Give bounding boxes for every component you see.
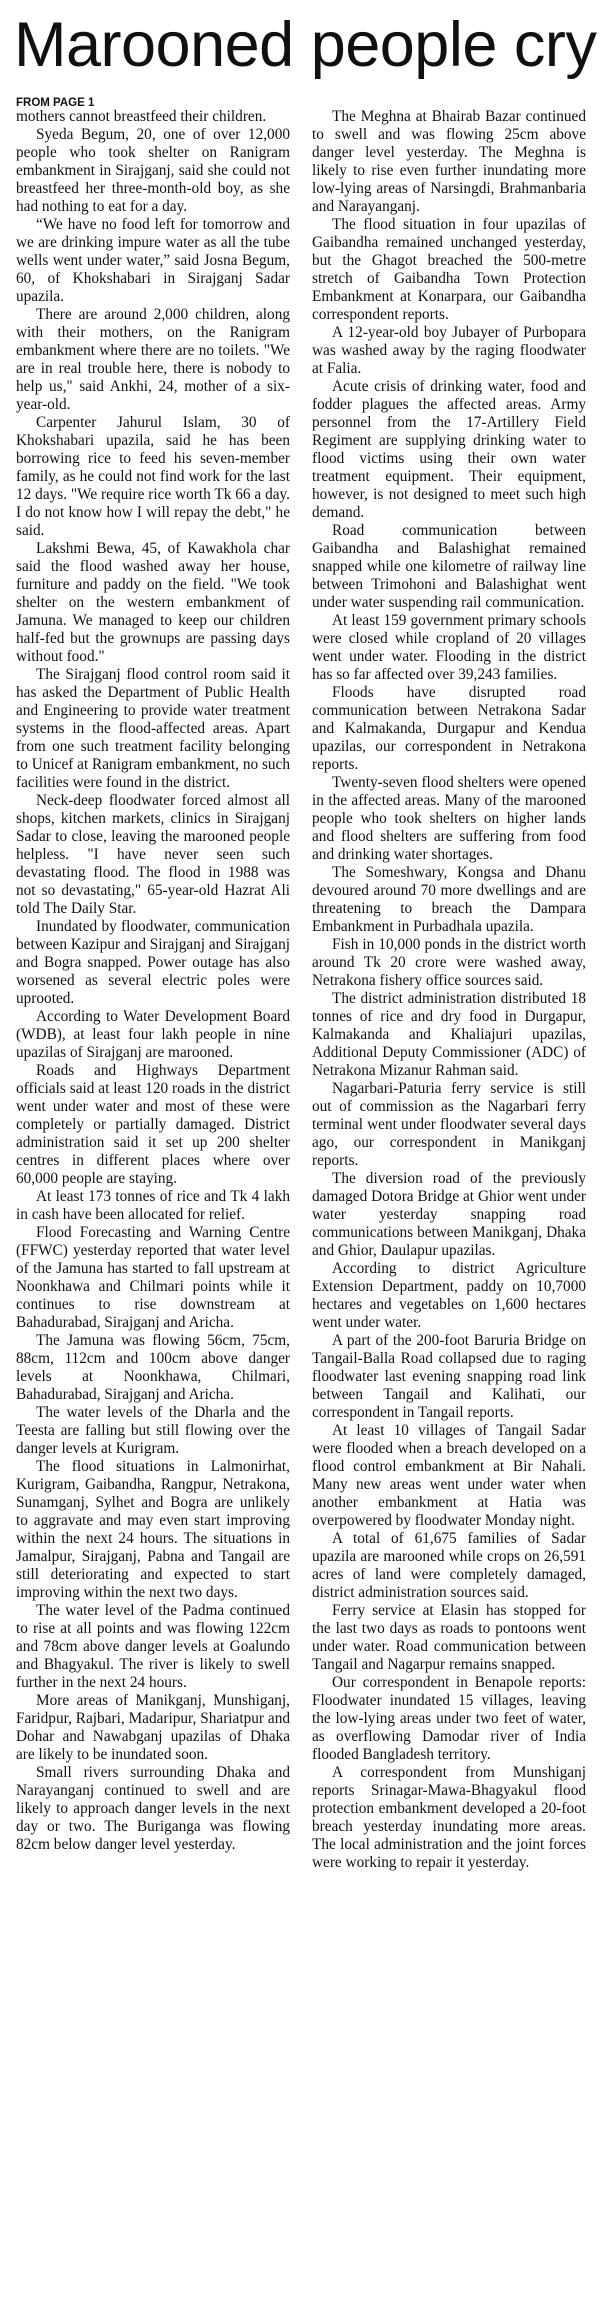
paragraph: “We have no food left for tomorrow and we are drinking impure water as all the tube wells went under water,” said Josna Begum, 60, of Khokshabari in Sirajganj Sadar upazila. [16,216,290,305]
right-column [312,108,586,1872]
paragraph: The Meghna at Bhairab Bazar continued to swell and was flowing 25cm above danger level yesterday. The Meghna is likely to rise even further inundating more low-lying areas of Narsingdi, Brahmanbaria and Narayanganj. [312,108,586,215]
paragraph: The water level of the Padma continued to rise at all points and was flowing 122cm and 78cm above danger levels at Goalundo and Bhagyakul. The river is likely to swell further in the next 24 hours. [16,1602,290,1691]
paragraph: Road communication between Gaibandha and Balashighat remained snapped while one kilometre of railway line between Trimohoni and Balashighat went under water suspending rail communication. [312,522,586,611]
paragraph: At least 10 villages of Tangail Sadar were flooded when a breach developed on a flood control embankment at Bir Nahali. Many new areas went under water when another embankment at Hatia was overpowered by floodwater Monday night. [312,1422,586,1529]
paragraph: Floods have disrupted road communication between Netrakona Sadar and Kalmakanda, Durgapur and Kendua upazilas, our correspondent in Netrakona reports. [312,684,586,773]
paragraph: Flood Forecasting and Warning Centre (FFWC) yesterday reported that water level of the Jamuna has started to fall upstream at Noonkhawa and Chilmari points while it continues to rise downstream at Bahadurabad, Sirajganj and Aricha. [16,1224,290,1331]
headline: Marooned people cry [14,10,597,80]
paragraph: The Someshwary, Kongsa and Dhanu devoured around 70 more dwellings and are threatening to breach the Dampara Embankment in Purbadhala upazila. [312,864,586,935]
paragraph: The diversion road of the previously damaged Dotora Bridge at Ghior went under water yesterday snapping road communications between Manikganj, Dhaka and Ghior, Daulapur upazilas. [312,1170,586,1259]
paragraph: Roads and Highways Department officials said at least 120 roads in the district went under water and most of these were completely or partially damaged. District administration said it set up 200 shelter centres in different places where over 60,000 people are staying. [16,1062,290,1187]
paragraph: Acute crisis of drinking water, food and fodder plagues the affected areas. Army personnel from the 17-Artillery Field Regiment are supplying drinking water to flood victims using their own water treatment equipment. Their equipment, however, is not designed to meet such high demand. [312,378,586,521]
paragraph: Neck-deep floodwater forced almost all shops, kitchen markets, clinics in Sirajganj Sadar to close, leaving the marooned people helpless. "I have never seen such devastating flood. The flood in 1988 was not so devastating," 65-year-old Hazrat Ali told The Daily Star. [16,792,290,917]
paragraph: A total of 61,675 families of Sadar upazila are marooned while crops on 26,591 acres of land were completely damaged, district administration sources said. [312,1530,586,1601]
paragraph: Lakshmi Bewa, 45, of Kawakhola char said the flood washed away her house, furniture and paddy on the field. "We took shelter on the western embankment of Jamuna. We managed to keep our children half-fed but the grownups are passing days without food." [16,540,290,665]
paragraph: Small rivers surrounding Dhaka and Narayanganj continued to swell and are likely to approach danger levels in the next day or two. The Buriganga was flowing 82cm below danger level yesterday. [16,1764,290,1853]
paragraph: A correspondent from Munshiganj reports Srinagar-Mawa-Bhagyakul flood protection embankment developed a 20-foot breach yesterday inundating more areas. The local administration and the joint forces were working to repair it yesterday. [312,1764,586,1871]
paragraph: The Sirajganj flood control room said it has asked the Department of Public Health and Engineering to provide water treatment systems in the flood-affected areas. Apart from one such treatment facility belonging to Unicef at Ranigram embankment, no such facilities were found in the district. [16,666,290,791]
paragraph: Inundated by floodwater, communication between Kazipur and Sirajganj and Sirajganj and Bogra snapped. Power outage has also worsened as several electric poles were uprooted. [16,918,290,1007]
paragraph: The district administration distributed 18 tonnes of rice and dry food in Durgapur, Kalmakanda and Khaliajuri upazilas, Additional Deputy Commissioner (ADC) of Netrakona Mizanur Rahman said. [312,990,586,1079]
paragraph: More areas of Manikganj, Munshiganj, Faridpur, Rajbari, Madaripur, Shariatpur and Dohar and Nawabganj upazilas of Dhaka are likely to be inundated soon. [16,1692,290,1763]
paragraph: The Jamuna was flowing 56cm, 75cm, 88cm, 112cm and 100cm above danger levels at Noonkhawa, Chilmari, Bahadurabad, Sirajganj and Aricha. [16,1332,290,1403]
paragraph: According to Water Development Board (WDB), at least four lakh people in nine upazilas of Sirajganj are marooned. [16,1008,290,1061]
paragraph: The flood situation in four upazilas of Gaibandha remained unchanged yesterday, but the Ghagot breached the 500-metre stretch of Gaibandha Town Protection Embankment at Konarpara, our Gaibandha correspondent reports. [312,216,586,323]
left-column [16,108,290,1854]
paragraph: Our correspondent in Benapole reports: Floodwater inundated 15 villages, leaving the low-lying areas under two feet of water, as overflowing Damodar river of India flooded Bangladesh territory. [312,1674,586,1763]
paragraph: At least 159 government primary schools were closed while cropland of 20 villages went under water. Flooding in the district has so far affected over 39,243 families. [312,612,586,683]
paragraph: Nagarbari-Paturia ferry service is still out of commission as the Nagarbari ferry terminal went under floodwater several days ago, our correspondent in Manikganj reports. [312,1080,586,1169]
paragraph: There are around 2,000 children, along with their mothers, on the Ranigram embankment where there are no toilets. "We are in real trouble here, there is nobody to help us," said Ankhi, 24, mother of a six-year-old. [16,306,290,413]
kicker-from-page-1: FROM PAGE 1 [16,97,95,109]
paragraph: Fish in 10,000 ponds in the district worth around Tk 20 crore were washed away, Netrakona fishery office sources said. [312,936,586,989]
paragraph: mothers cannot breastfeed their children. [16,108,267,125]
paragraph: Twenty-seven flood shelters were opened in the affected areas. Many of the marooned people who took shelters on higher lands and flood shelters are suffering from food and drinking water shortages. [312,774,586,863]
paragraph: At least 173 tonnes of rice and Tk 4 lakh in cash have been allocated for relief. [16,1188,290,1223]
paragraph: Carpenter Jahurul Islam, 30 of Khokshabari upazila, said he has been borrowing rice to feed his seven-member family, as he could not find work for the last 12 days. "We require rice worth Tk 66 a day. I do not know how I will repay the debt," he said. [16,414,290,539]
paragraph: A part of the 200-foot Baruria Bridge on Tangail-Balla Road collapsed due to raging floodwater last evening snapping road link between Tangail and Kalihati, our correspondent in Tangail reports. [312,1332,586,1421]
paragraph: Syeda Begum, 20, one of over 12,000 people who took shelter on Ranigram embankment in Sirajganj, said she could not breastfeed her three-month-old boy, as she had nothing to eat for a day. [16,126,290,215]
paragraph: A 12-year-old boy Jubayer of Purbopara was washed away by the raging floodwater at Falia. [312,324,586,377]
paragraph: The water levels of the Dharla and the Teesta are falling but still flowing over the danger levels at Kurigram. [16,1404,290,1457]
paragraph: Ferry service at Elasin has stopped for the last two days as roads to pontoons went under water. Road communication between Tangail and Nagarpur remains snapped. [312,1602,586,1673]
paragraph: The flood situations in Lalmonirhat, Kurigram, Gaibandha, Rangpur, Netrakona, Sunamganj, Sylhet and Bogra are unlikely to aggravate and may even start improving within the next 24 hours. The situations in Jamalpur, Sirajganj, Pabna and Tangail are still deteriorating and expected to start improving within the next two days. [16,1458,290,1601]
paragraph: According to district Agriculture Extension Department, paddy on 10,7000 hectares and vegetables on 1,600 hectares went under water. [312,1260,586,1331]
